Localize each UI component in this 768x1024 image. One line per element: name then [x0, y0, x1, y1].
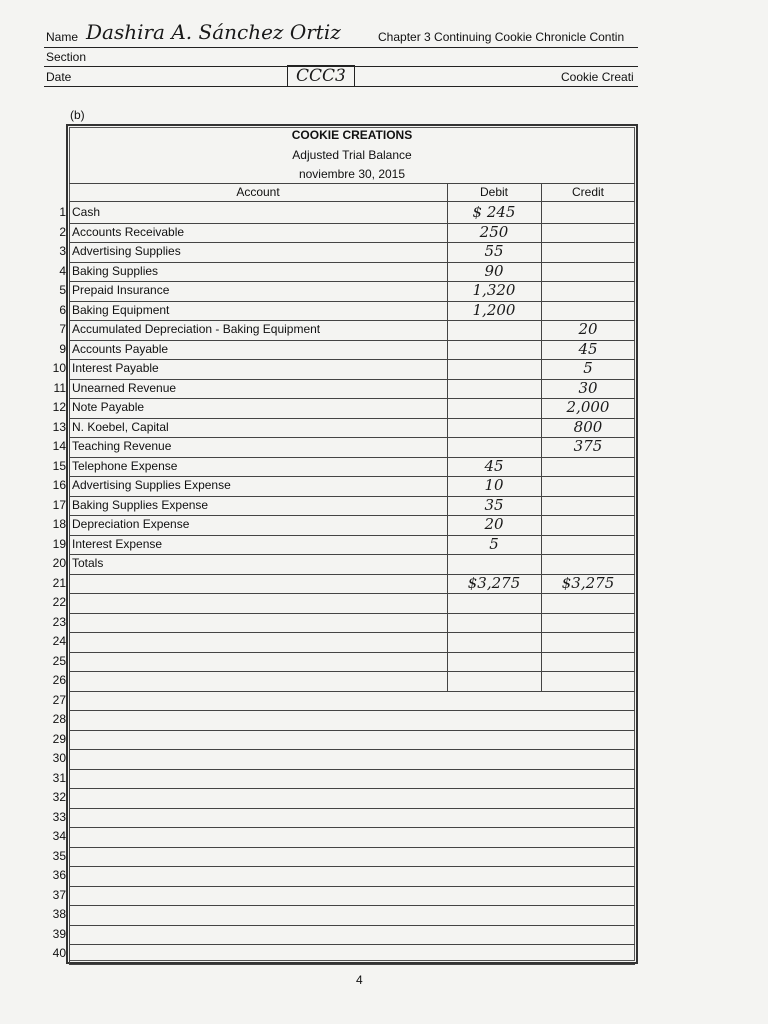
row-number: 28 — [52, 712, 66, 726]
account-name: Advertising Supplies Expense — [72, 478, 231, 492]
row-number: 13 — [52, 419, 66, 434]
row-number: 18 — [52, 517, 66, 531]
row-number: 6 — [59, 302, 66, 317]
part-label: (b) — [70, 108, 85, 122]
debit-amount: 35 — [484, 495, 504, 514]
row-number: 27 — [52, 692, 66, 707]
report-date: noviembre 30, 2015 — [298, 167, 406, 181]
row-rule — [69, 710, 635, 711]
column-header-rule — [69, 201, 635, 202]
row-rule — [69, 593, 635, 594]
account-name: Teaching Revenue — [72, 439, 172, 453]
debit-amount: 1,200 — [472, 300, 516, 319]
debit-amount: $ 245 — [472, 203, 516, 221]
row-number: 40 — [52, 946, 66, 960]
row-rule — [69, 769, 635, 770]
account-column-rule — [447, 183, 448, 691]
row-number: 12 — [52, 400, 66, 414]
debit-amount: 45 — [484, 456, 504, 475]
row-rule — [69, 847, 635, 848]
credit-amount: 20 — [578, 320, 598, 338]
row-rule — [69, 691, 635, 692]
column-header-credit: Credit — [571, 185, 604, 199]
row-number: 26 — [52, 673, 66, 687]
debit-column-rule — [541, 183, 542, 691]
date-underline — [44, 86, 638, 87]
row-number: 10 — [52, 361, 66, 375]
row-number: 16 — [52, 478, 66, 492]
account-name: Unearned Revenue — [72, 380, 177, 395]
account-name: Telephone Expense — [72, 458, 178, 473]
row-number: 32 — [52, 790, 66, 804]
row-number: 21 — [52, 575, 66, 590]
number-column-rule — [69, 201, 70, 964]
row-number: 20 — [52, 556, 66, 570]
row-number: 33 — [52, 809, 66, 824]
report-title: Adjusted Trial Balance — [292, 148, 412, 162]
row-rule — [69, 925, 635, 926]
company-name: COOKIE CREATIONS — [291, 128, 413, 142]
row-number: 15 — [52, 458, 66, 473]
account-name: Cash — [72, 205, 101, 219]
account-name: Note Payable — [72, 400, 145, 414]
account-name: Baking Supplies — [72, 263, 159, 278]
credit-amount: 375 — [573, 437, 603, 455]
row-rule — [69, 964, 635, 965]
row-rule — [69, 652, 635, 653]
column-header-account: Account — [236, 185, 280, 199]
account-name: Baking Supplies Expense — [72, 497, 209, 512]
row-number: 34 — [52, 829, 66, 843]
row-rule — [69, 749, 635, 750]
row-rule — [69, 827, 635, 828]
row-rule — [69, 554, 635, 555]
credit-amount: 2,000 — [566, 398, 610, 416]
account-name: Baking Equipment — [72, 302, 170, 317]
row-number: 35 — [52, 848, 66, 863]
row-rule — [69, 905, 635, 906]
credit-amount: 30 — [578, 378, 598, 397]
row-rule — [69, 730, 635, 731]
debit-amount: 250 — [479, 222, 509, 241]
row-number: 23 — [52, 614, 66, 629]
name-label: Name — [46, 30, 79, 44]
section-label: Section — [46, 50, 87, 64]
debit-amount: 1,320 — [472, 281, 516, 299]
name-value: Dashira A. Sánchez Ortiz — [86, 20, 341, 44]
row-number: 38 — [52, 907, 66, 921]
account-name: Interest Expense — [72, 536, 163, 551]
page-number: 4 — [356, 973, 363, 987]
account-name: Accumulated Depreciation - Baking Equipment — [72, 322, 321, 336]
handwritten-stamp: CCC3 — [287, 65, 355, 87]
row-number: 14 — [52, 439, 66, 453]
credit-amount: 800 — [573, 417, 603, 436]
debit-amount: 10 — [484, 476, 504, 494]
row-number: 19 — [52, 536, 66, 551]
debit-amount: 90 — [484, 261, 504, 280]
column-header-debit: Debit — [479, 185, 508, 199]
debit-amount: 20 — [484, 515, 504, 533]
row-number: 9 — [59, 341, 66, 356]
debit-amount: 55 — [484, 242, 504, 260]
debit-amount: 5 — [489, 534, 499, 553]
row-number: 11 — [53, 380, 66, 395]
chapter-title: Chapter 3 Continuing Cookie Chronicle Contin — [378, 30, 625, 44]
row-number: 4 — [59, 263, 66, 278]
account-name: Accounts Receivable — [72, 224, 185, 239]
row-number: 5 — [59, 283, 66, 297]
credit-amount: 5 — [583, 359, 593, 377]
account-name: Prepaid Insurance — [72, 283, 170, 297]
row-number: 37 — [52, 887, 66, 902]
account-name: Accounts Payable — [72, 341, 169, 356]
row-number: 3 — [59, 244, 66, 258]
row-number: 39 — [52, 926, 66, 941]
account-name: Advertising Supplies — [72, 244, 181, 258]
row-rule — [69, 671, 635, 672]
date-label: Date — [46, 70, 72, 84]
credit-amount: $3,275 — [561, 573, 615, 592]
row-rule — [69, 866, 635, 867]
row-number: 7 — [59, 322, 66, 336]
row-rule — [69, 944, 635, 945]
row-number: 36 — [52, 868, 66, 882]
subtitle: Cookie Creati — [561, 70, 634, 84]
account-name: N. Koebel, Capital — [72, 419, 169, 434]
header-rule — [69, 183, 635, 184]
row-number: 29 — [52, 731, 66, 746]
row-number: 17 — [52, 497, 66, 512]
row-rule — [69, 613, 635, 614]
row-rule — [69, 788, 635, 789]
debit-amount: $3,275 — [467, 573, 521, 592]
row-number: 25 — [52, 653, 66, 668]
account-name: Interest Payable — [72, 361, 159, 375]
row-number: 22 — [52, 595, 66, 609]
row-rule — [69, 886, 635, 887]
account-name: Totals — [72, 556, 104, 570]
credit-amount: 45 — [578, 339, 598, 358]
row-rule — [69, 808, 635, 809]
account-name: Depreciation Expense — [72, 517, 190, 531]
row-rule — [69, 632, 635, 633]
row-number: 1 — [59, 205, 66, 219]
row-number: 24 — [52, 634, 66, 648]
name-underline — [44, 47, 638, 48]
row-number: 31 — [52, 770, 66, 785]
row-number: 2 — [59, 224, 66, 239]
row-number: 30 — [52, 751, 66, 765]
